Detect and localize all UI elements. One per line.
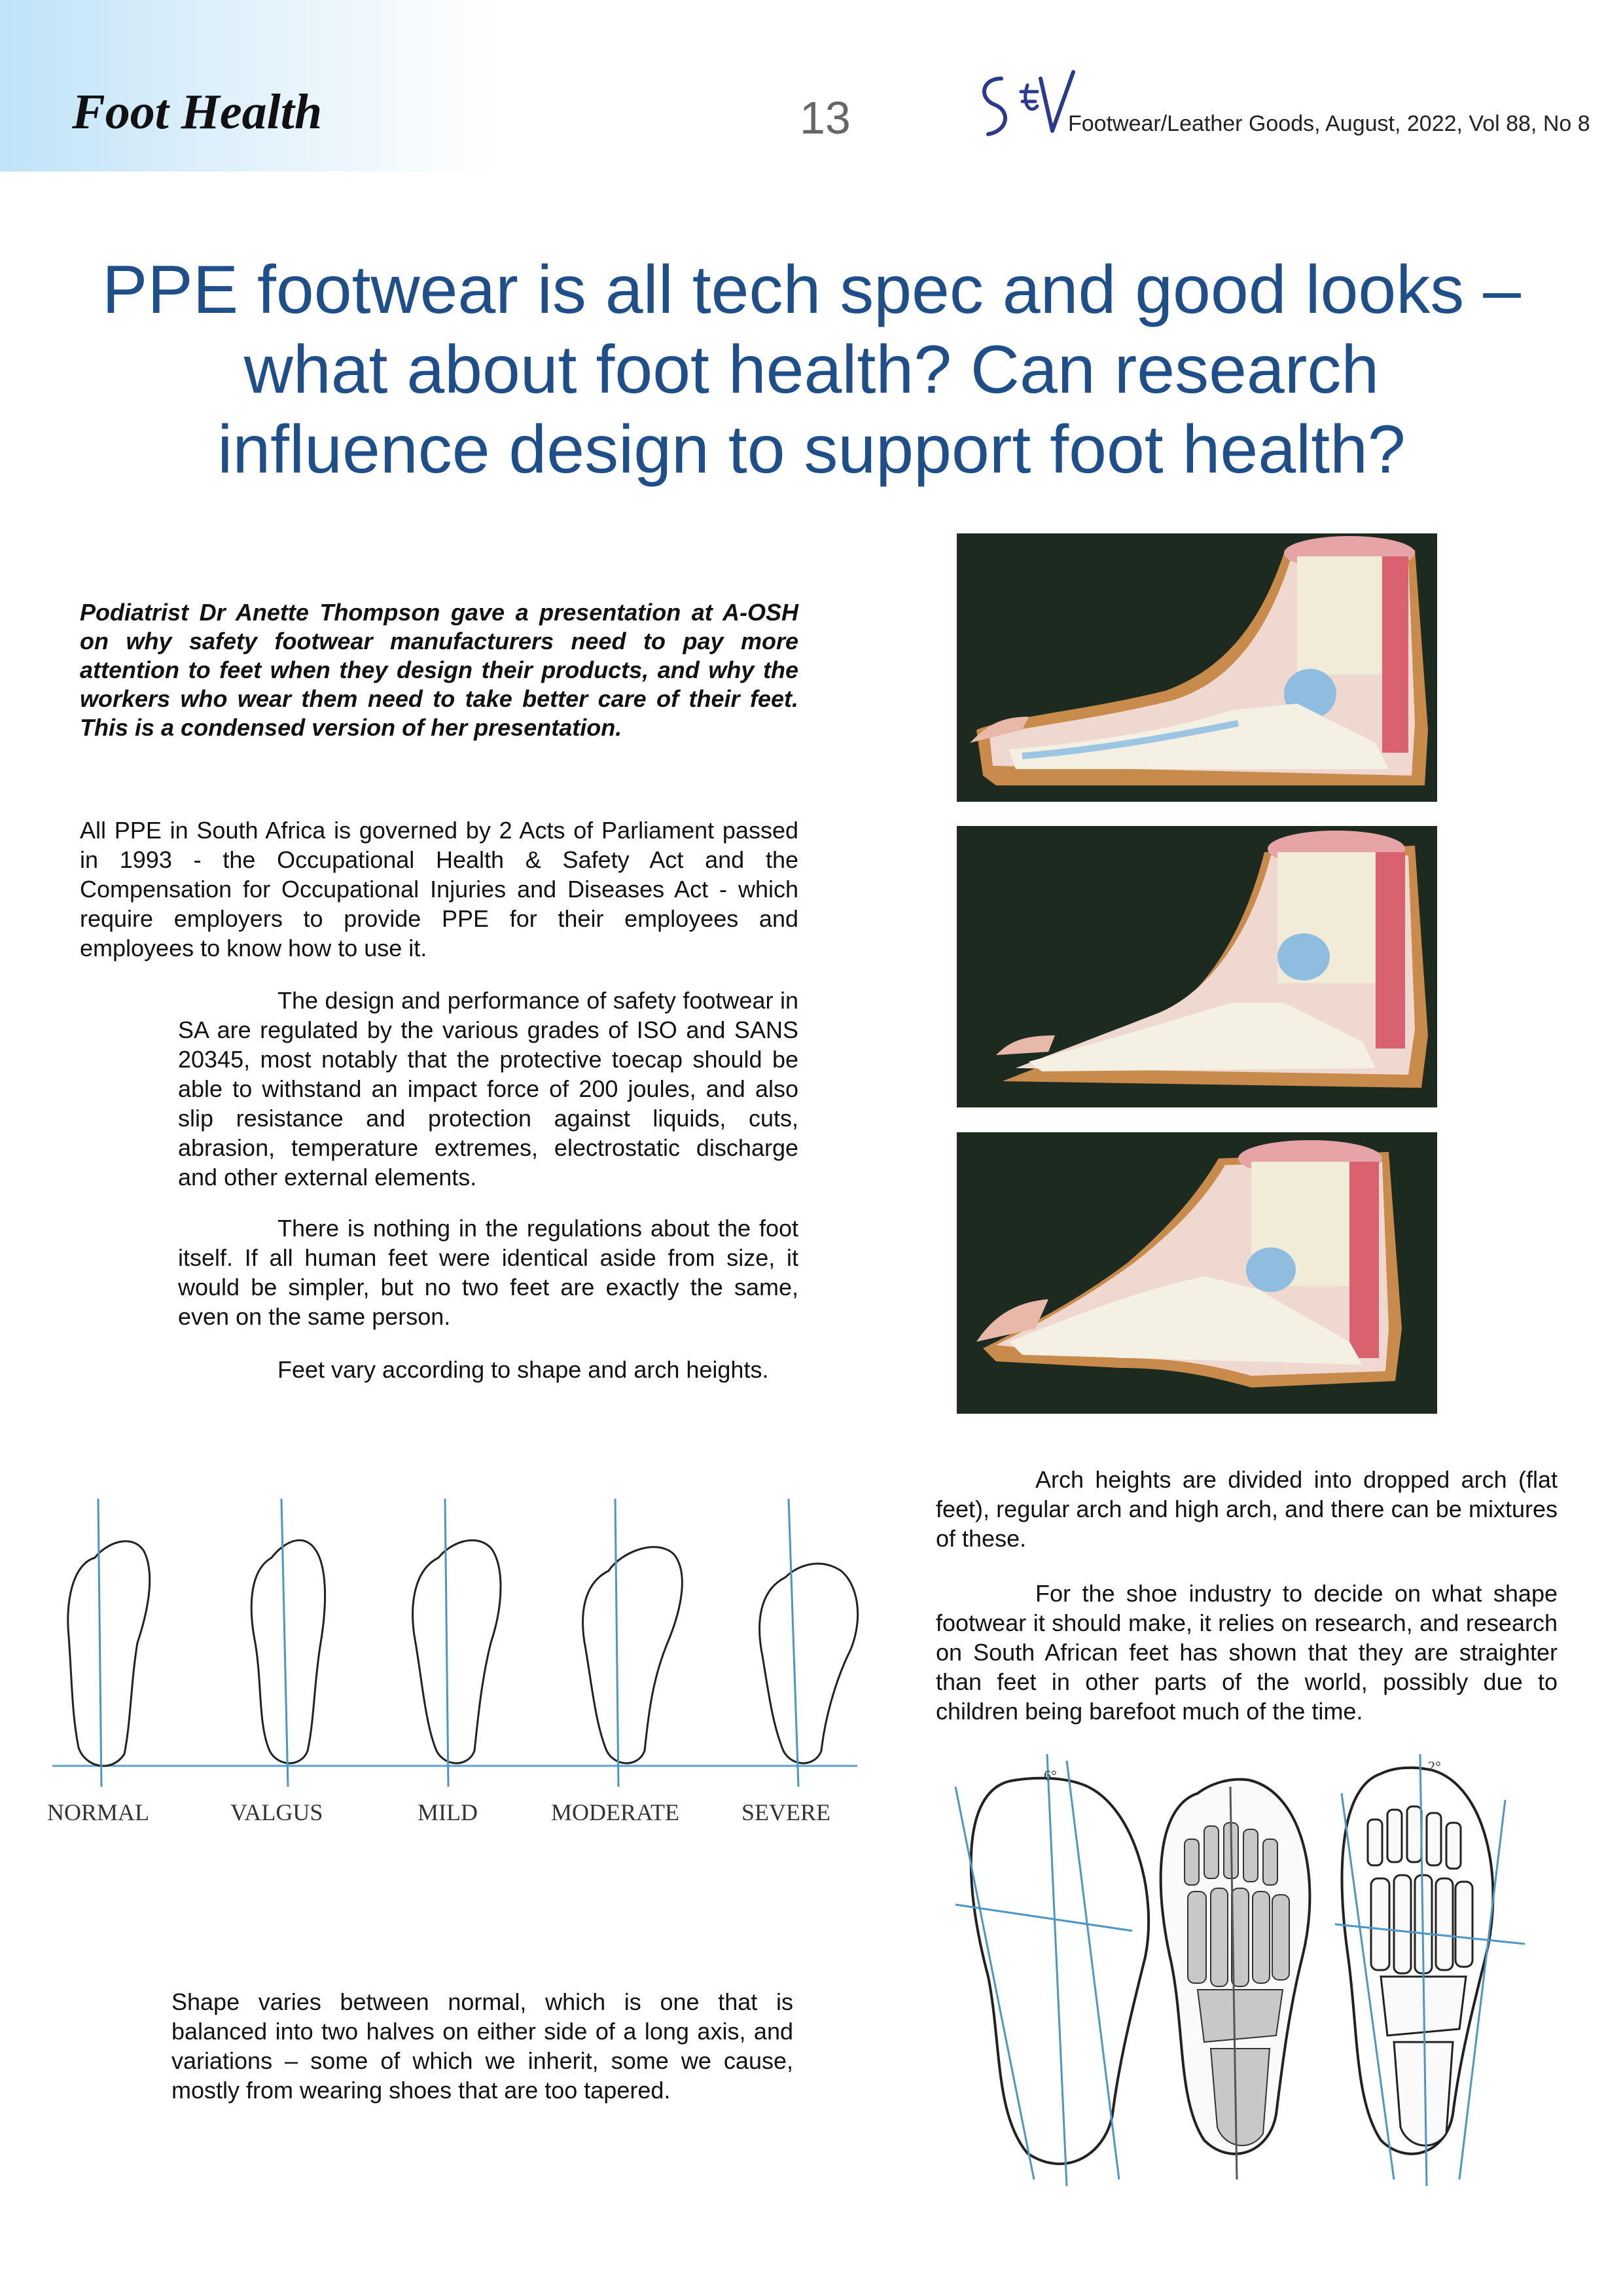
angle-label-right: 2° <box>1428 1758 1441 1774</box>
foot-model-photo-high-arch <box>957 1132 1437 1414</box>
title-line: influence design to support foot health? <box>217 412 1406 488</box>
title-line: PPE footwear is all tech spec and good looks – <box>102 252 1521 328</box>
paragraph: There is nothing in the regulations about the foot itself. If all human feet were identical aside from size, it would be simpler, but no two feet are exactly the same, even on the same person. <box>178 1215 798 1330</box>
paragraph: For the shoe industry to decide on what shape footwear it should make, it relies on research, and research on South African feet has shown that they are straighter than feet in other parts of the world, possibly due to children being barefoot much of the time. <box>936 1580 1558 1725</box>
page-number: 13 <box>800 92 851 143</box>
title-line: what about foot health? Can research <box>243 332 1380 408</box>
foot-label-valgus: VALGUS <box>230 1799 323 1825</box>
journal-info: Footwear/Leather Goods, August, 2022, Vol 88, No 8 <box>1068 111 1590 136</box>
paragraph: All PPE in South Africa is governed by 2 Acts of Parliament passed in 1993 - the Occupational Health & Safety Act and the Compensation for Occupational Injuries and Diseases Act - which require employers to provide PPE for their employees and employees to know how to use it. <box>80 817 798 961</box>
section-title: Foot Health <box>72 84 323 139</box>
foot-label-severe: SEVERE <box>741 1799 831 1825</box>
article-title <box>79 250 1544 490</box>
publisher-logo <box>975 65 1080 147</box>
intro-standfirst: Podiatrist Dr Anette Thompson gave a presentation at A-OSH on why safety footwear manufacturers need to pay more attention to feet when they design their products, and why the workers who wear them need to take better care of their feet. This is a condensed version of her presentation. <box>80 599 798 741</box>
paragraph: Feet vary according to shape and arch heights. <box>277 1356 769 1383</box>
paragraph: Shape varies between normal, which is one that is balanced into two halves on either side of a long axis, and variations – some of which we inherit, some we cause, mostly from wearing shoes that are too tapered. <box>171 1988 793 2104</box>
paragraph: Arch heights are divided into dropped arch (flat feet), regular arch and high arch, and there can be mixtures of these. <box>936 1466 1558 1552</box>
foot-shape-diagram <box>39 1486 870 1833</box>
foot-model-photo-flat-arch <box>957 533 1437 802</box>
angle-label-left: 6° <box>1044 1767 1057 1784</box>
paragraph: The design and performance of safety footwear in SA are regulated by the various grades of ISO and SANS 20345, most notably that the protective toecap should be able to withstand an impact force of 200 joules, and also slip resistance and protection against liquids, cuts, abrasion, temperature extremes, electrostatic discharge and other external elements. <box>178 987 798 1191</box>
foot-model-photo-regular-arch <box>957 826 1437 1107</box>
foot-axis-diagram <box>936 1748 1525 2193</box>
foot-label-moderate: MODERATE <box>551 1799 679 1825</box>
foot-label-normal: NORMAL <box>47 1799 150 1825</box>
foot-label-mild: MILD <box>418 1799 478 1825</box>
